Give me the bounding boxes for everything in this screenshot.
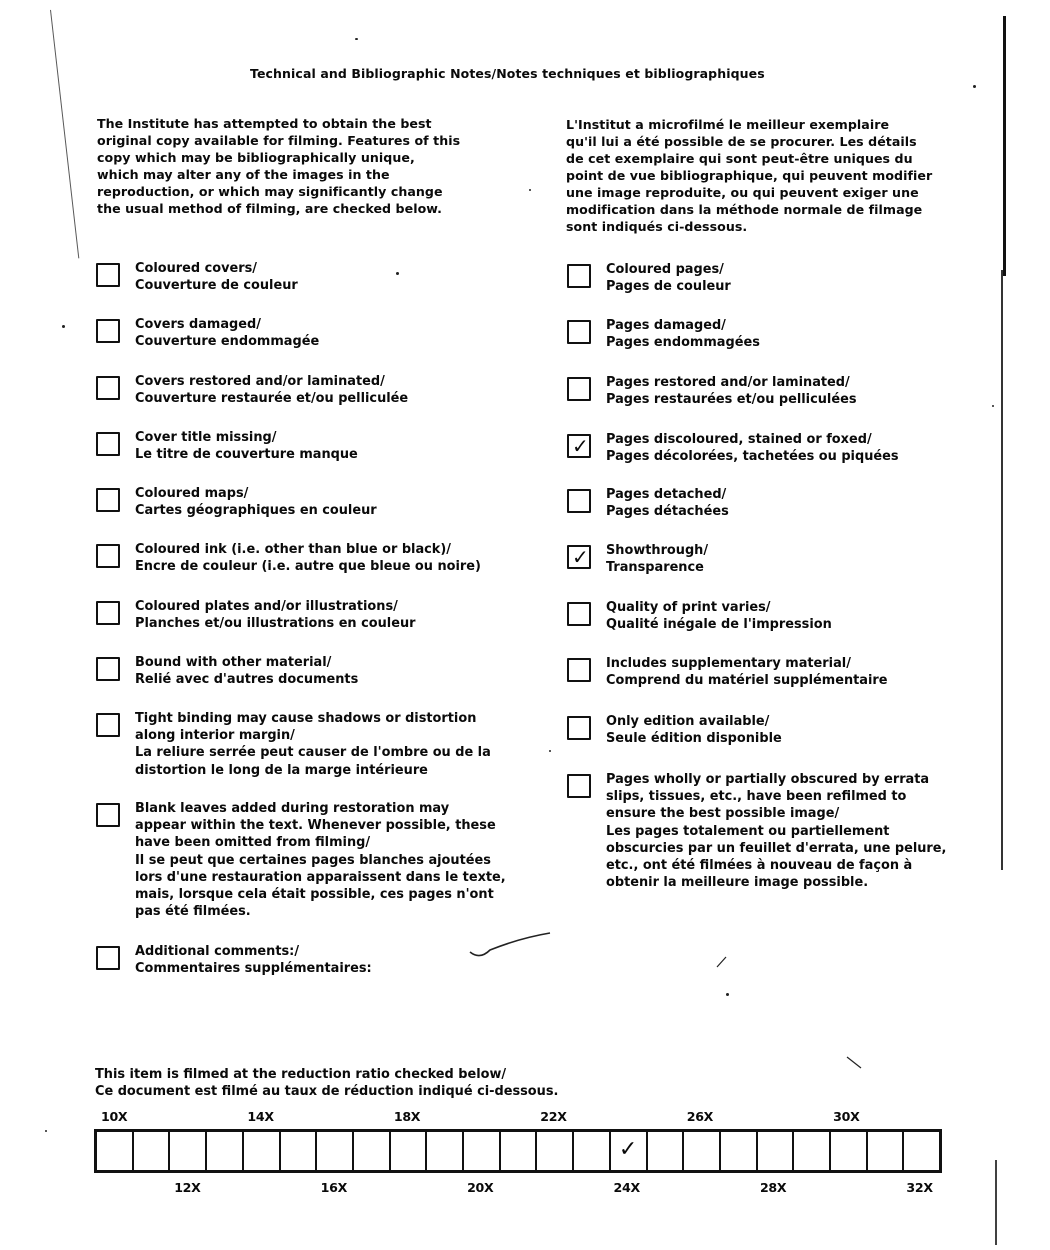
ratio-label-bottom: 12X: [174, 1180, 201, 1195]
ratio-cell[interactable]: [317, 1132, 354, 1170]
checkbox[interactable]: [567, 774, 591, 798]
ratio-cell[interactable]: [868, 1132, 905, 1170]
ratio-cell[interactable]: [537, 1132, 574, 1170]
ratio-label-bottom: 24X: [613, 1180, 640, 1195]
ratio-label-top: 26X: [686, 1109, 714, 1124]
speck: [726, 993, 729, 996]
checklist-item-label: Cover title missing/ Le titre de couverture manque: [135, 430, 358, 463]
ratio-cell[interactable]: [501, 1132, 538, 1170]
reduction-ratio-caption: This item is filmed at the reduction ratio checked below/ Ce document est filmé au taux de réduction indiqué ci-dessous.: [95, 1067, 559, 1099]
checkbox[interactable]: [96, 544, 120, 568]
checkbox[interactable]: [567, 489, 591, 513]
ratio-label-top: 18X: [393, 1109, 421, 1124]
checkbox[interactable]: [567, 602, 591, 626]
checkbox[interactable]: [96, 432, 120, 456]
page-title: Technical and Bibliographic Notes/Notes techniques et bibliographiques: [250, 66, 765, 81]
checkbox[interactable]: [567, 658, 591, 682]
ratio-cell[interactable]: [574, 1132, 611, 1170]
speck: [973, 85, 976, 88]
ratio-cell[interactable]: [904, 1132, 939, 1170]
ratio-label-top: 22X: [540, 1109, 567, 1124]
checklist-item-label: Pages discoloured, stained or foxed/ Pages décolorées, tachetées ou piquées: [606, 432, 899, 465]
ratio-cell[interactable]: [207, 1132, 244, 1170]
checklist-item-label: Showthrough/ Transparence: [606, 543, 709, 576]
checklist-item-label: Coloured ink (i.e. other than blue or black)/ Encre de couleur (i.e. autre que bleue ou noire): [135, 542, 481, 575]
checkbox[interactable]: [567, 716, 591, 740]
checklist-item-label: Coloured maps/ Cartes géographiques en couleur: [135, 486, 377, 519]
ratio-cell[interactable]: [354, 1132, 391, 1170]
right-page-edge-bottom: [995, 1160, 997, 1245]
ratio-cell[interactable]: [611, 1132, 648, 1170]
ratio-cell[interactable]: [427, 1132, 464, 1170]
ratio-cell[interactable]: [391, 1132, 428, 1170]
checkbox-checked[interactable]: [567, 434, 591, 458]
checkbox[interactable]: [96, 946, 120, 970]
reduction-ratio-strip: [94, 1129, 942, 1173]
right-page-edge-lower: [1001, 270, 1003, 870]
speck: [992, 405, 994, 407]
ratio-cell[interactable]: [244, 1132, 281, 1170]
ratio-cell[interactable]: [281, 1132, 318, 1170]
checklist-item-label: Pages restored and/or laminated/ Pages restaurées et/ou pelliculées: [606, 375, 857, 408]
ratio-label-bottom: 16X: [320, 1180, 347, 1195]
intro-english: The Institute has attempted to obtain the best original copy available for filming. Features of this copy which may be bibliographically unique, which may alter any of the images in the reproduction, or which may significantly change the usual method of filming, are checked below.: [97, 116, 461, 216]
ratio-cell[interactable]: [170, 1132, 207, 1170]
checkbox[interactable]: [96, 488, 120, 512]
checkbox[interactable]: [96, 263, 120, 287]
checklist-item-label: Quality of print varies/ Qualité inégale de l'impression: [606, 600, 832, 633]
speck: [355, 38, 358, 40]
checkbox[interactable]: [96, 376, 120, 400]
ratio-cell[interactable]: [464, 1132, 501, 1170]
checkbox[interactable]: [96, 601, 120, 625]
checklist-item-label: Coloured plates and/or illustrations/ Planches et/ou illustrations en couleur: [135, 599, 416, 632]
checkbox[interactable]: [567, 264, 591, 288]
checklist-item-label: Covers damaged/ Couverture endommagée: [135, 317, 320, 350]
checkmark-icon: ✓: [618, 1137, 638, 1162]
checklist-item-label: Pages detached/ Pages détachées: [606, 487, 729, 520]
right-page-edge: [1003, 16, 1006, 276]
checklist-item-label: Bound with other material/ Relié avec d'autres documents: [135, 655, 359, 688]
checklist-item-label: Blank leaves added during restoration may appear within the text. Whenever possible, these have been omitted from filming/ Il se peut que certaines pages blanches ajoutées lors d'une restauration apparaissent dans le texte, mais, lorsque cela était possible, ces pages n'ont pas été filmées.: [135, 801, 506, 920]
checkbox[interactable]: [96, 803, 120, 827]
checklist-item-label: Pages damaged/ Pages endommagées: [606, 318, 760, 351]
checkbox[interactable]: [567, 377, 591, 401]
speck: [396, 272, 399, 275]
ratio-cell[interactable]: [97, 1132, 134, 1170]
intro-french: L'Institut a microfilmé le meilleur exemplaire qu'il lui a été possible de se procurer. Les détails de cet exemplaire qui sont peut-être uniques du point de vue bibliographique, qui peuvent modifier une image reproduite, ou qui peuvent exiger une modification dans la méthode normale de filmage sont indiqués ci-dessous.: [566, 117, 933, 234]
checklist-item-label: Only edition available/ Seule édition disponible: [606, 714, 782, 747]
scan-scratch: [460, 930, 560, 970]
scan-mark-2: [845, 1055, 865, 1071]
checkmark-icon: ✓: [572, 545, 589, 569]
ratio-cell[interactable]: [721, 1132, 758, 1170]
ratio-label-top: 10X: [101, 1109, 128, 1124]
checklist-item-label: Additional comments:/ Commentaires supplémentaires:: [135, 944, 372, 977]
speck: [529, 189, 531, 191]
ratio-label-top: 30X: [833, 1109, 860, 1124]
speck: [549, 750, 551, 752]
ratio-cell[interactable]: [794, 1132, 831, 1170]
checklist-item-label: Includes supplementary material/ Comprend du matériel supplémentaire: [606, 656, 888, 689]
checkbox[interactable]: [96, 657, 120, 681]
checkbox[interactable]: [96, 319, 120, 343]
speck: [45, 1130, 47, 1132]
checklist-item-label: Tight binding may cause shadows or distortion along interior margin/ La reliure serrée peut causer de l'ombre ou de la distortion le long de la marge intérieure: [135, 711, 491, 778]
checkbox-checked[interactable]: [567, 545, 591, 569]
ratio-label-bottom: 28X: [759, 1180, 787, 1195]
checkmark-icon: ✓: [572, 434, 589, 458]
ratio-label-top: 14X: [247, 1109, 274, 1124]
ratio-cell[interactable]: [831, 1132, 868, 1170]
ratio-label-bottom: 20X: [467, 1180, 494, 1195]
checklist-item-label: Covers restored and/or laminated/ Couverture restaurée et/ou pelliculée: [135, 374, 409, 407]
left-page-edge: [50, 10, 79, 259]
checklist-item-label: Coloured pages/ Pages de couleur: [606, 262, 731, 295]
scan-mark: [716, 955, 728, 969]
ratio-label-bottom: 32X: [906, 1180, 933, 1195]
ratio-cell[interactable]: [684, 1132, 721, 1170]
ratio-cell[interactable]: [134, 1132, 171, 1170]
checklist-item-label: Coloured covers/ Couverture de couleur: [135, 261, 298, 294]
ratio-cell[interactable]: [648, 1132, 685, 1170]
checkbox[interactable]: [96, 713, 120, 737]
checkbox[interactable]: [567, 320, 591, 344]
ratio-cell[interactable]: [758, 1132, 795, 1170]
speck: [62, 325, 65, 328]
checklist-item-label: Pages wholly or partially obscured by errata slips, tissues, etc., have been refilmed to ensure the best possible image/ Les pages totalement ou partiellement obscurcies par un feuillet d'errata, une pelure, etc., ont été filmées à nouveau de façon à obtenir la meilleure image possible.: [606, 772, 947, 891]
